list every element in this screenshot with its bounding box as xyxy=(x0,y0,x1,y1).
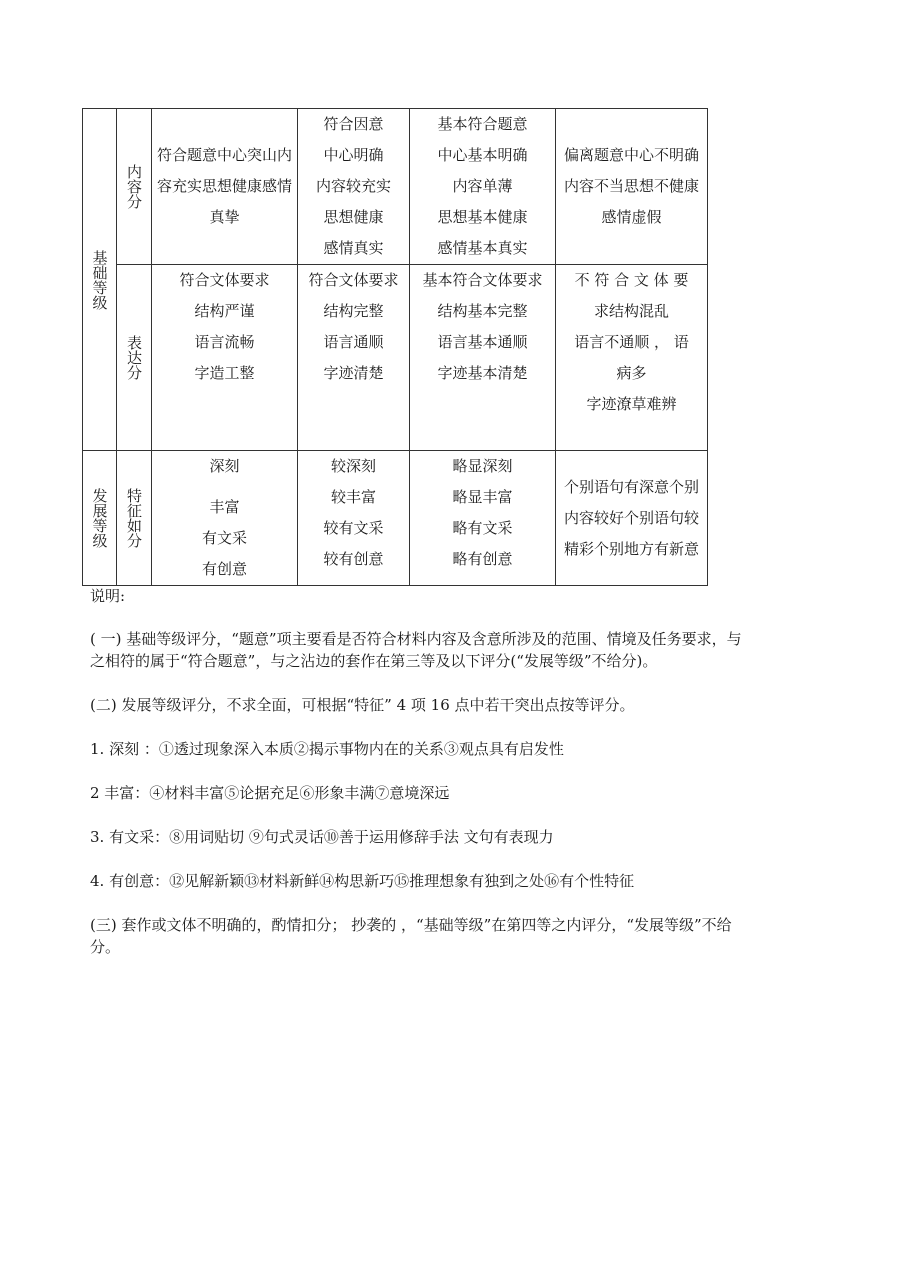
content-label-cell xyxy=(117,109,152,265)
cell-line: 思想健康 xyxy=(323,208,384,226)
cell-line: 内容不当思想不健康 xyxy=(563,177,699,195)
features-label: 特征如分 xyxy=(125,488,143,548)
expression-row xyxy=(83,265,708,451)
note-item-1: 1. 深刻 ：①透过现象深入本质②揭示事物内在的关系③观点具有启发性 xyxy=(90,740,564,758)
note-item-2: 2 丰富：④材料丰富⑤论据充足⑥形象丰满⑦意境深远 xyxy=(90,784,450,802)
cell-line: 丰富 xyxy=(209,498,240,516)
cell-line: 语言通顺 xyxy=(323,333,384,351)
development-level-label: 发展等级 xyxy=(90,488,109,548)
cell-line: 内容较充实 xyxy=(315,177,391,195)
cell-line: 感情基本真实 xyxy=(437,239,528,257)
basic-level-label: 基础等级 xyxy=(90,249,109,310)
cell-line: 不 符 合 文 体 要 xyxy=(574,271,689,289)
cell-line: 有文采 xyxy=(201,529,247,547)
expression-grade-3 xyxy=(410,265,556,451)
cell-line: 语言基本通顺 xyxy=(437,333,528,351)
cell-line: 感情虚假 xyxy=(601,208,662,226)
cell-line: 内容较好个别语句较 xyxy=(563,508,699,527)
content-row xyxy=(83,109,708,265)
expression-label-cell xyxy=(117,265,152,451)
content-grade-1 xyxy=(152,109,298,265)
cell-line: 中心基本明确 xyxy=(437,146,528,164)
features-grade-1 xyxy=(152,451,298,586)
cell-line: 个别语句有深意个别 xyxy=(563,477,699,496)
content-grade-3 xyxy=(410,109,556,265)
cell-line: 略有文采 xyxy=(452,519,513,537)
notes-section xyxy=(90,585,820,980)
cell-line: 结构严谨 xyxy=(194,302,255,320)
grading-table xyxy=(82,108,708,586)
expression-grade-2 xyxy=(298,265,410,451)
basic-level-cell xyxy=(83,109,117,451)
cell-line: 偏离题意中心不明确 xyxy=(563,146,699,164)
note-item-3: 3. 有文采：⑧用词贴切 ⑨句式灵话⑩善于运用修辞手法 文句有表现力 xyxy=(90,828,554,846)
cell-line: 容充实思想健康感情 xyxy=(156,177,292,195)
cell-line: 较有创意 xyxy=(323,550,384,568)
cell-line: 语言流畅 xyxy=(194,333,255,351)
cell-line: 符合文体要求 xyxy=(308,271,399,289)
content-grade-4 xyxy=(556,109,708,265)
cell-line: 符合因意 xyxy=(323,115,384,133)
cell-line: 较丰富 xyxy=(330,488,376,506)
cell-line: 病多 xyxy=(616,364,647,382)
note-para-3 xyxy=(90,914,820,958)
note-para-3-line-2: 分。 xyxy=(90,938,121,956)
cell-line: 有创意 xyxy=(201,560,247,578)
cell-line: 深刻 xyxy=(209,457,240,475)
development-row xyxy=(83,451,708,586)
features-label-cell xyxy=(117,451,152,586)
cell-spacer xyxy=(152,482,297,492)
content-grade-2 xyxy=(298,109,410,265)
cell-line: 略有创意 xyxy=(452,550,513,568)
note-para-2: (二) 发展等级评分，不求全面，可根据“特征” 4 项 16 点中若干突出点按等评分。 xyxy=(90,696,635,714)
note-para-1 xyxy=(90,628,820,672)
cell-line: 符合题意中心突山内 xyxy=(156,146,292,164)
cell-line: 基本符合题意 xyxy=(437,115,528,133)
cell-line: 较深刻 xyxy=(330,457,376,475)
cell-line: 中心明确 xyxy=(323,146,384,164)
note-para-1-line-1: ( 一) 基础等级评分，“题意”项主要看是否符合材料内容及含意所涉及的范围、情境及任务要求，与 xyxy=(90,630,742,648)
cell-line: 真挚 xyxy=(209,208,240,226)
cell-line: 字迹基本清楚 xyxy=(437,364,528,382)
cell-line: 求结构混乱 xyxy=(593,302,669,320)
cell-line: 感情真实 xyxy=(323,239,384,257)
cell-line: 内容单薄 xyxy=(452,177,513,195)
cell-line: 字造工整 xyxy=(194,364,255,382)
cell-line: 精彩个别地方有新意 xyxy=(563,539,699,558)
expression-grade-1 xyxy=(152,265,298,451)
note-para-1-line-2: 之相符的属于“符合题意”，与之沾边的套作在第三等及以下评分(“发展等级”不给分)。 xyxy=(90,652,658,670)
cell-line: 语言不通顺 ， 语 xyxy=(574,333,689,351)
notes-title: 说明: xyxy=(90,587,126,605)
expression-grade-4 xyxy=(556,265,708,451)
cell-line: 略显丰富 xyxy=(452,488,513,506)
cell-line: 思想基本健康 xyxy=(437,208,528,226)
cell-line: 字迹潦草难辨 xyxy=(586,395,677,413)
cell-line: 基本符合文体要求 xyxy=(422,271,543,289)
note-para-3-line-1: (三) 套作或文体不明确的，酌情扣分； 抄袭的 ，“基础等级”在第四等之内评分，“发展等级”不给 xyxy=(90,916,732,934)
features-grade-3 xyxy=(410,451,556,586)
cell-line: 符合文体要求 xyxy=(179,271,270,289)
expression-label: 表达分 xyxy=(125,335,143,380)
development-level-cell xyxy=(83,451,117,586)
cell-line: 较有文采 xyxy=(323,519,384,537)
cell-line: 略显深刻 xyxy=(452,457,513,475)
cell-line: 结构完整 xyxy=(323,302,384,320)
content-label: 内容分 xyxy=(125,164,143,209)
note-item-4: 4. 有创意：⑫见解新颖⑬材料新鲜⑭构思新巧⑮推理想象有独到之处⑯有个性特征 xyxy=(90,872,635,890)
cell-line: 结构基本完整 xyxy=(437,302,528,320)
features-grade-4 xyxy=(556,451,708,586)
features-grade-2 xyxy=(298,451,410,586)
cell-line: 字迹清楚 xyxy=(323,364,384,382)
